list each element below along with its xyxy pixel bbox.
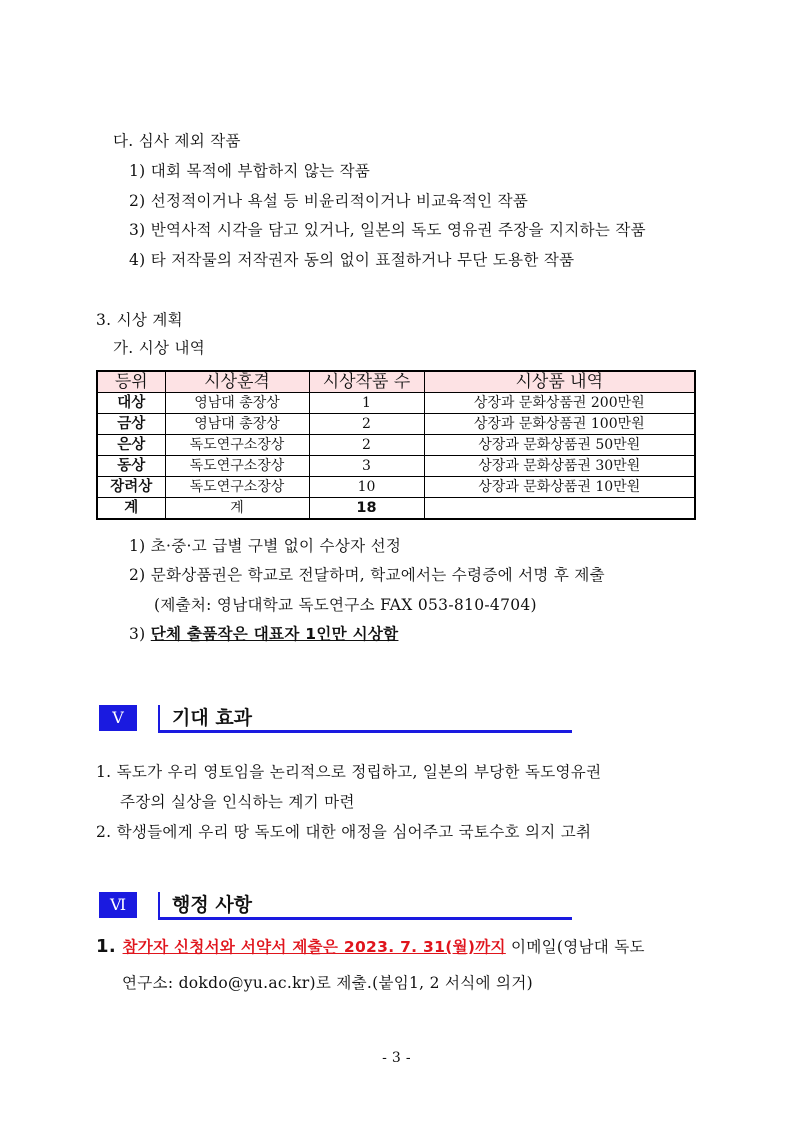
award-note-submission: (제출처: 영남대학교 독도연구소 FAX 053-810-4704) — [154, 596, 537, 614]
cell-prize-detail: 상장과 문화상품권 50만원 — [424, 435, 695, 456]
exclusion-item: 3) 반역사적 시각을 담고 있거나, 일본의 독도 영유권 주장을 지지하는 작품 — [129, 221, 646, 239]
header-award-title: 시상훈격 — [165, 371, 309, 393]
cell-award-title: 독도연구소장상 — [165, 456, 309, 477]
table-row — [97, 477, 695, 498]
cell-grade: 금상 — [97, 414, 165, 435]
award-plan-heading: 3. 시상 계획 — [96, 311, 183, 329]
cell-award-count: 2 — [309, 414, 424, 435]
exclusion-heading: 다. 심사 제외 작품 — [113, 132, 241, 150]
cell-prize-detail: 상장과 문화상품권 200만원 — [424, 393, 695, 414]
header-prize-detail: 시상품 내역 — [424, 371, 695, 393]
deadline-highlight: 참가자 신청서와 서약서 제출은 2023. 7. 31(월)까지 — [122, 938, 506, 956]
table-row — [97, 456, 695, 477]
section-v-item: 2. 학생들에게 우리 땅 독도에 대한 애정을 심어주고 국토수호 의지 고취 — [96, 823, 592, 841]
cell-award-title: 영남대 총장상 — [165, 393, 309, 414]
cell-award-count: 2 — [309, 435, 424, 456]
table-total-row — [97, 498, 695, 520]
award-note-group-num: 3) — [129, 625, 151, 643]
cell-grade: 동상 — [97, 456, 165, 477]
section-vi-item-cont: 연구소: dokdo@yu.ac.kr)로 제출.(붙임1, 2 서식에 의거) — [122, 974, 533, 992]
award-note-group-text: 단체 출품작은 대표자 1인만 시상함 — [150, 625, 399, 643]
section-v-rule — [158, 730, 572, 733]
exclusion-item: 2) 선정적이거나 욕설 등 비윤리적이거나 비교육적인 작품 — [129, 192, 529, 210]
cell-total-title: 계 — [165, 498, 309, 520]
section-vi-item-rest: 이메일(영남대 독도 — [505, 938, 645, 956]
cell-total-count: 18 — [309, 498, 424, 520]
cell-total-label: 계 — [97, 498, 165, 520]
exclusion-item: 4) 타 저작물의 저작권자 동의 없이 표절하거나 무단 도용한 작품 — [129, 251, 575, 269]
section-v-item: 1. 독도가 우리 영토임을 논리적으로 정립하고, 일본의 부당한 독도영유권 — [96, 763, 602, 781]
section-vi-rule — [158, 917, 572, 920]
section-v-title: 기대 효과 — [158, 705, 252, 731]
award-note-group — [129, 624, 398, 644]
table-row — [97, 393, 695, 414]
section-vi-item-num: 1. — [96, 936, 123, 957]
award-table — [96, 370, 696, 520]
cell-prize-detail: 상장과 문화상품권 10만원 — [424, 477, 695, 498]
cell-total-prize — [424, 498, 695, 520]
cell-award-count: 1 — [309, 393, 424, 414]
cell-grade: 은상 — [97, 435, 165, 456]
header-grade: 등위 — [97, 371, 165, 393]
header-award-count: 시상작품 수 — [309, 371, 424, 393]
cell-award-count: 3 — [309, 456, 424, 477]
section-vi-badge: Ⅵ — [99, 892, 137, 918]
page-number: - 3 - — [382, 1050, 411, 1066]
section-vi-item — [96, 937, 645, 957]
award-note: 2) 문화상품권은 학교로 전달하며, 학교에서는 수령증에 서명 후 제출 — [129, 566, 605, 584]
award-note: 1) 초·중·고 급별 구별 없이 수상자 선정 — [129, 537, 402, 555]
cell-grade: 장려상 — [97, 477, 165, 498]
cell-grade: 대상 — [97, 393, 165, 414]
award-plan-subheading: 가. 시상 내역 — [113, 339, 206, 357]
table-row — [97, 414, 695, 435]
cell-prize-detail: 상장과 문화상품권 100만원 — [424, 414, 695, 435]
section-v-item-cont: 주장의 실상을 인식하는 계기 마련 — [120, 793, 355, 811]
cell-award-title: 독도연구소장상 — [165, 477, 309, 498]
section-v-badge: Ⅴ — [99, 705, 137, 731]
cell-award-title: 독도연구소장상 — [165, 435, 309, 456]
cell-award-title: 영남대 총장상 — [165, 414, 309, 435]
cell-award-count: 10 — [309, 477, 424, 498]
award-table-header-row — [97, 371, 695, 393]
cell-prize-detail: 상장과 문화상품권 30만원 — [424, 456, 695, 477]
section-vi-title: 행정 사항 — [158, 892, 252, 918]
exclusion-item: 1) 대회 목적에 부합하지 않는 작품 — [129, 162, 371, 180]
table-row — [97, 435, 695, 456]
